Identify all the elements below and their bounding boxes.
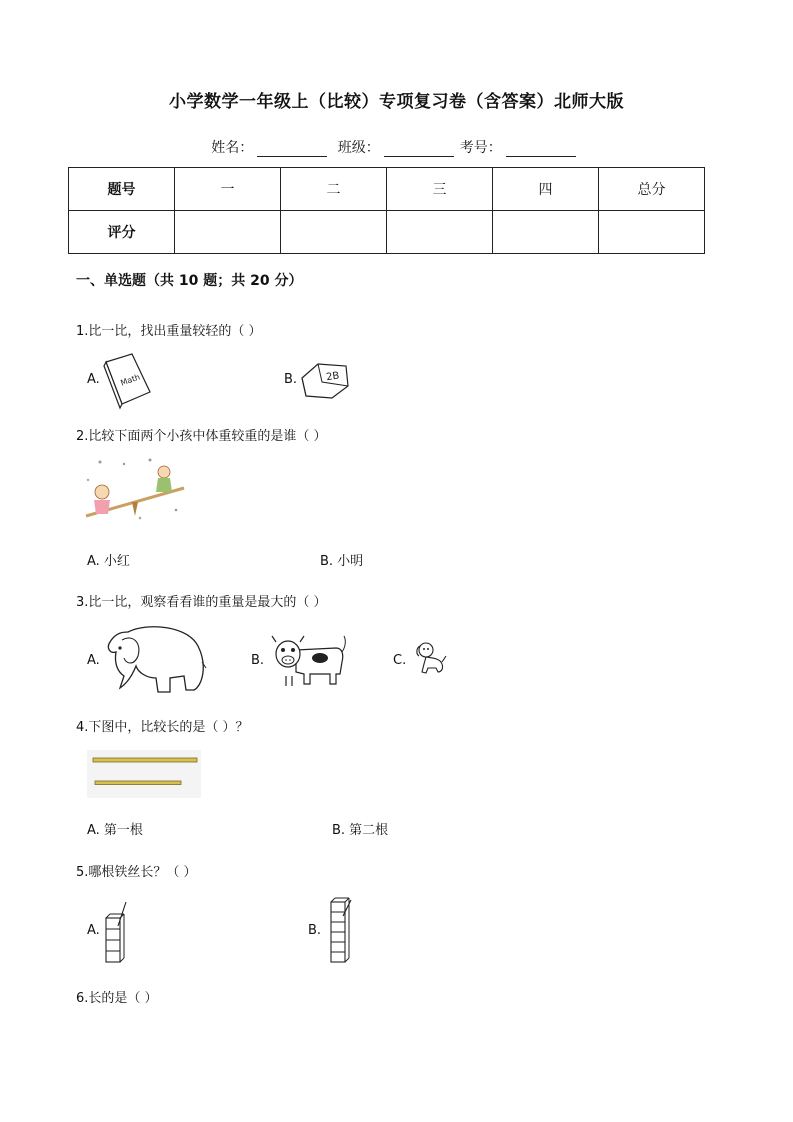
score-cell-total[interactable] [599, 211, 705, 254]
section-heading: 一、单选题（共 10 题；共 20 分） [76, 273, 303, 289]
name-blank[interactable] [257, 142, 327, 157]
stick-1 [93, 758, 197, 762]
score-row-label: 评分 [69, 211, 175, 254]
q3-option-b-label[interactable]: B. [251, 653, 265, 668]
header-cell-4: 四 [493, 168, 599, 211]
dog-image [414, 640, 448, 676]
stick-2 [95, 781, 181, 785]
question-2: 2.比较下面两个小孩中体重较重的是谁（ ） [76, 429, 327, 444]
book-label: Math [119, 372, 142, 388]
q2-option-b[interactable]: B. 小明 [320, 554, 364, 569]
score-table-score-row [69, 211, 705, 254]
q4-option-b[interactable]: B. 第二根 [332, 823, 389, 838]
wire-a-image [104, 896, 128, 964]
two-sticks-image [87, 750, 201, 798]
book-image [102, 352, 154, 408]
header-cell-1: 一 [175, 168, 281, 211]
q3-option-c-label[interactable]: C. [393, 653, 407, 668]
question-4: 4.下图中，比较长的是（ ）？ [76, 720, 249, 735]
header-cell-3: 三 [387, 168, 493, 211]
q4-option-a[interactable]: A. 第一根 [87, 823, 143, 838]
wire-b-image [329, 896, 353, 964]
q3-option-a-label[interactable]: A. [87, 653, 100, 668]
elephant-image [98, 622, 210, 696]
question-5: 5.哪根铁丝长？（ ） [76, 865, 197, 880]
exam-no-blank[interactable] [506, 142, 576, 157]
score-cell-3[interactable] [387, 211, 493, 254]
question-1: 1.比一比，找出重量较轻的（ ） [76, 324, 262, 339]
cow-image [270, 632, 348, 688]
student-info-line [0, 137, 793, 157]
score-table-header-row [69, 168, 705, 211]
q1-option-a-label[interactable]: A. [87, 372, 100, 387]
name-label: 姓名： [211, 140, 254, 156]
exam-no-label: 考号： [459, 140, 502, 156]
children-seesaw-image [80, 456, 192, 524]
class-blank[interactable] [384, 142, 454, 157]
header-cell-total: 总分 [599, 168, 705, 211]
score-cell-2[interactable] [281, 211, 387, 254]
q1-option-b-label[interactable]: B. [284, 372, 298, 387]
q5-option-b-label[interactable]: B. [308, 923, 322, 938]
score-cell-1[interactable] [175, 211, 281, 254]
header-cell-question-no: 题号 [69, 168, 175, 211]
q5-option-a-label[interactable]: A. [87, 923, 100, 938]
score-cell-4[interactable] [493, 211, 599, 254]
class-label: 班级： [337, 140, 380, 156]
eraser-image [298, 360, 350, 400]
eraser-label: 2B [325, 370, 341, 384]
question-3: 3.比一比，观察看看谁的重量是最大的（ ） [76, 595, 327, 610]
page-title: 小学数学一年级上（比较）专项复习卷（含答案）北师大版 [169, 92, 624, 112]
score-table [68, 167, 705, 254]
question-6: 6.长的是（ ） [76, 991, 158, 1006]
q2-option-a[interactable]: A. 小红 [87, 554, 130, 569]
header-cell-2: 二 [281, 168, 387, 211]
